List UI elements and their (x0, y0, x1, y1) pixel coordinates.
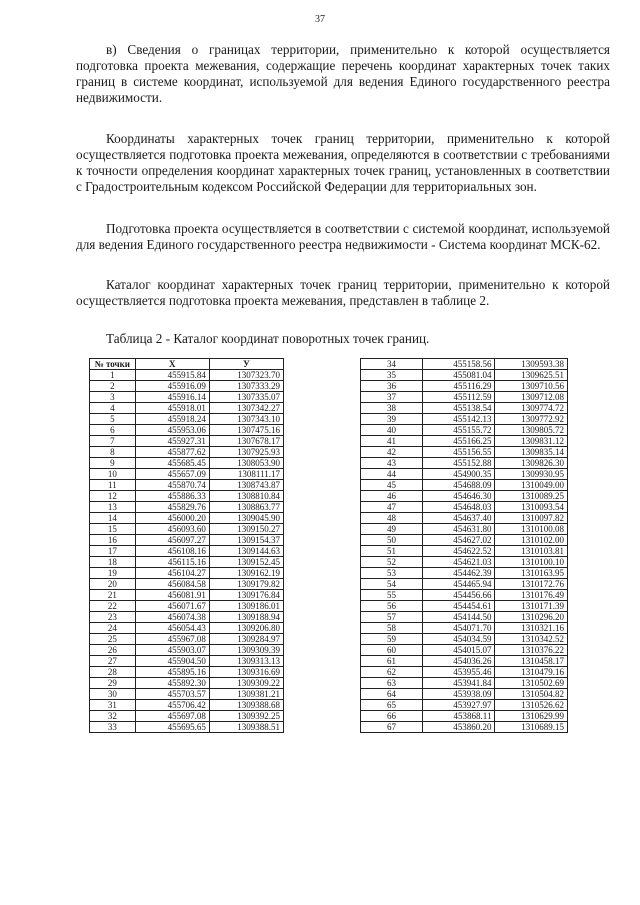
y-coordinate-cell: 1310100.10 (495, 557, 568, 568)
x-coordinate-cell: 455155.72 (423, 425, 495, 436)
x-coordinate-cell: 455081.04 (423, 370, 495, 381)
point-number-cell: 55 (361, 590, 423, 601)
point-number-cell: 7 (90, 436, 136, 447)
y-coordinate-cell: 1309162.19 (209, 568, 283, 579)
point-number-cell: 65 (361, 700, 423, 711)
table-row (361, 689, 568, 700)
y-coordinate-cell: 1310171.39 (495, 601, 568, 612)
point-number-cell: 3 (90, 392, 136, 403)
table-row (361, 447, 568, 458)
header-y: У (209, 359, 283, 370)
table-row (361, 425, 568, 436)
point-number-cell: 26 (90, 645, 136, 656)
x-coordinate-cell: 455703.57 (135, 689, 209, 700)
x-coordinate-cell: 455892.30 (135, 678, 209, 689)
y-coordinate-cell: 1309284.97 (209, 634, 283, 645)
y-coordinate-cell: 1310342.52 (495, 634, 568, 645)
table-row (361, 634, 568, 645)
point-number-cell: 53 (361, 568, 423, 579)
point-number-cell: 17 (90, 546, 136, 557)
table-row (361, 667, 568, 678)
table-row (361, 469, 568, 480)
x-coordinate-cell: 454900.35 (423, 469, 495, 480)
point-number-cell: 46 (361, 491, 423, 502)
point-number-cell: 23 (90, 612, 136, 623)
table-row (90, 590, 284, 601)
header-x: X (135, 359, 209, 370)
table-row (361, 381, 568, 392)
y-coordinate-cell: 1310504.82 (495, 689, 568, 700)
table-row (361, 403, 568, 414)
x-coordinate-cell: 455916.09 (135, 381, 209, 392)
table-row (90, 568, 284, 579)
x-coordinate-cell: 454631.80 (423, 524, 495, 535)
y-coordinate-cell: 1309176.84 (209, 590, 283, 601)
table-row (361, 458, 568, 469)
y-coordinate-cell: 1309152.45 (209, 557, 283, 568)
table-row (90, 678, 284, 689)
paragraph-4 (76, 277, 610, 309)
x-coordinate-cell: 454071.70 (423, 623, 495, 634)
x-coordinate-cell: 453955.46 (423, 667, 495, 678)
x-coordinate-cell: 455706.42 (135, 700, 209, 711)
y-coordinate-cell: 1310100.08 (495, 524, 568, 535)
table-row (90, 414, 284, 425)
point-number-cell: 63 (361, 678, 423, 689)
point-number-cell: 44 (361, 469, 423, 480)
table-row (90, 425, 284, 436)
point-number-cell: 35 (361, 370, 423, 381)
x-coordinate-cell: 455829.76 (135, 502, 209, 513)
point-number-cell: 32 (90, 711, 136, 722)
point-number-cell: 57 (361, 612, 423, 623)
point-number-cell: 59 (361, 634, 423, 645)
x-coordinate-cell: 454688.09 (423, 480, 495, 491)
table-row (361, 480, 568, 491)
point-number-cell: 61 (361, 656, 423, 667)
paragraph-4-text: Каталог координат характерных точек границ территории, применительно к которой осуществляется подготовка проекта межевания, представлен в таблице 2. (76, 277, 610, 308)
x-coordinate-cell: 456093.60 (135, 524, 209, 535)
table-row (361, 579, 568, 590)
point-number-cell: 31 (90, 700, 136, 711)
x-coordinate-cell: 455156.55 (423, 447, 495, 458)
point-number-cell: 2 (90, 381, 136, 392)
table-row (361, 711, 568, 722)
table-row (90, 469, 284, 480)
point-number-cell: 38 (361, 403, 423, 414)
table-row (361, 524, 568, 535)
table-row (361, 491, 568, 502)
y-coordinate-cell: 1309150.27 (209, 524, 283, 535)
paragraph-3-text: Подготовка проекта осуществляется в соответствии с системой координат, используемой для ведения Единого государственного реестра недвижимости - Система координат МСК-62. (76, 221, 610, 252)
table-row (90, 513, 284, 524)
x-coordinate-cell: 456084.58 (135, 579, 209, 590)
table-row (90, 370, 284, 381)
y-coordinate-cell: 1309712.08 (495, 392, 568, 403)
x-coordinate-cell: 456000.20 (135, 513, 209, 524)
x-coordinate-cell: 456097.27 (135, 535, 209, 546)
x-coordinate-cell: 455916.14 (135, 392, 209, 403)
x-coordinate-cell: 453941.84 (423, 678, 495, 689)
point-number-cell: 51 (361, 546, 423, 557)
page-number: 37 (315, 14, 325, 25)
point-number-cell: 24 (90, 623, 136, 634)
x-coordinate-cell: 455927.31 (135, 436, 209, 447)
y-coordinate-cell: 1309710.56 (495, 381, 568, 392)
table-row (361, 370, 568, 381)
table-row (90, 535, 284, 546)
point-number-cell: 29 (90, 678, 136, 689)
x-coordinate-cell: 454456.66 (423, 590, 495, 601)
x-coordinate-cell: 455152.88 (423, 458, 495, 469)
point-number-cell: 14 (90, 513, 136, 524)
point-number-cell: 19 (90, 568, 136, 579)
point-number-cell: 13 (90, 502, 136, 513)
table-header-row (90, 359, 284, 370)
point-number-cell: 5 (90, 414, 136, 425)
paragraph-1-text: в) Сведения о границах территории, применительно к которой осуществляется подготовка проекта межевания, содержащие перечень координат характерных точек таких границ в системе координат, используемой для ведения Единого государственного реестра недвижимости. (76, 42, 610, 105)
x-coordinate-cell: 456115.16 (135, 557, 209, 568)
point-number-cell: 56 (361, 601, 423, 612)
x-coordinate-cell: 455953.06 (135, 425, 209, 436)
point-number-cell: 64 (361, 689, 423, 700)
x-coordinate-cell: 455166.25 (423, 436, 495, 447)
point-number-cell: 67 (361, 722, 423, 733)
point-number-cell: 12 (90, 491, 136, 502)
y-coordinate-cell: 1309186.01 (209, 601, 283, 612)
x-coordinate-cell: 454454.61 (423, 601, 495, 612)
y-coordinate-cell: 1309309.22 (209, 678, 283, 689)
point-number-cell: 60 (361, 645, 423, 656)
x-coordinate-cell: 455904.50 (135, 656, 209, 667)
point-number-cell: 8 (90, 447, 136, 458)
x-coordinate-cell: 455138.54 (423, 403, 495, 414)
y-coordinate-cell: 1310502.69 (495, 678, 568, 689)
x-coordinate-cell: 455967.08 (135, 634, 209, 645)
y-coordinate-cell: 1309179.82 (209, 579, 283, 590)
table-row (90, 436, 284, 447)
x-coordinate-cell: 455895.16 (135, 667, 209, 678)
y-coordinate-cell: 1310089.25 (495, 491, 568, 502)
table-row (90, 667, 284, 678)
y-coordinate-cell: 1309388.51 (209, 722, 283, 733)
y-coordinate-cell: 1309392.25 (209, 711, 283, 722)
y-coordinate-cell: 1308111.17 (209, 469, 283, 480)
table-row (361, 612, 568, 623)
x-coordinate-cell: 455695.65 (135, 722, 209, 733)
paragraph-1 (76, 42, 610, 106)
point-number-cell: 47 (361, 502, 423, 513)
table-row (90, 700, 284, 711)
y-coordinate-cell: 1309831.12 (495, 436, 568, 447)
y-coordinate-cell: 1309316.69 (209, 667, 283, 678)
table-row (90, 557, 284, 568)
x-coordinate-cell: 454621.03 (423, 557, 495, 568)
point-number-cell: 33 (90, 722, 136, 733)
y-coordinate-cell: 1309593.38 (495, 359, 568, 370)
x-coordinate-cell: 455158.56 (423, 359, 495, 370)
y-coordinate-cell: 1310097.82 (495, 513, 568, 524)
point-number-cell: 50 (361, 535, 423, 546)
x-coordinate-cell: 455657.09 (135, 469, 209, 480)
table-row (90, 645, 284, 656)
table-row (361, 656, 568, 667)
table-row (90, 491, 284, 502)
x-coordinate-cell: 456071.67 (135, 601, 209, 612)
table-row (361, 502, 568, 513)
y-coordinate-cell: 1309772.92 (495, 414, 568, 425)
point-number-cell: 25 (90, 634, 136, 645)
point-number-cell: 54 (361, 579, 423, 590)
point-number-cell: 21 (90, 590, 136, 601)
table-row (90, 458, 284, 469)
table-row (90, 502, 284, 513)
table-row (361, 414, 568, 425)
y-coordinate-cell: 1309309.39 (209, 645, 283, 656)
y-coordinate-cell: 1309826.30 (495, 458, 568, 469)
y-coordinate-cell: 1307343.10 (209, 414, 283, 425)
x-coordinate-cell: 454465.94 (423, 579, 495, 590)
point-number-cell: 4 (90, 403, 136, 414)
table-row (361, 700, 568, 711)
y-coordinate-cell: 1310176.49 (495, 590, 568, 601)
point-number-cell: 66 (361, 711, 423, 722)
point-number-cell: 34 (361, 359, 423, 370)
y-coordinate-cell: 1310049.00 (495, 480, 568, 491)
x-coordinate-cell: 456104.27 (135, 568, 209, 579)
x-coordinate-cell: 455915.84 (135, 370, 209, 381)
point-number-cell: 22 (90, 601, 136, 612)
table-row (90, 392, 284, 403)
y-coordinate-cell: 1309625.51 (495, 370, 568, 381)
y-coordinate-cell: 1309206.80 (209, 623, 283, 634)
point-number-cell: 39 (361, 414, 423, 425)
x-coordinate-cell: 455886.33 (135, 491, 209, 502)
point-number-cell: 52 (361, 557, 423, 568)
table-row (90, 403, 284, 414)
table-row (90, 634, 284, 645)
table-row (361, 722, 568, 733)
y-coordinate-cell: 1310102.00 (495, 535, 568, 546)
y-coordinate-cell: 1310376.22 (495, 645, 568, 656)
table-row (90, 689, 284, 700)
y-coordinate-cell: 1310163.95 (495, 568, 568, 579)
point-number-cell: 41 (361, 436, 423, 447)
y-coordinate-cell: 1307678.17 (209, 436, 283, 447)
point-number-cell: 36 (361, 381, 423, 392)
x-coordinate-cell: 454462.39 (423, 568, 495, 579)
point-number-cell: 43 (361, 458, 423, 469)
table-row (90, 447, 284, 458)
x-coordinate-cell: 455903.07 (135, 645, 209, 656)
point-number-cell: 45 (361, 480, 423, 491)
table-row (361, 392, 568, 403)
x-coordinate-cell: 455685.45 (135, 458, 209, 469)
x-coordinate-cell: 455116.29 (423, 381, 495, 392)
point-number-cell: 10 (90, 469, 136, 480)
point-number-cell: 20 (90, 579, 136, 590)
table-row (361, 623, 568, 634)
point-number-cell: 28 (90, 667, 136, 678)
x-coordinate-cell: 454015.07 (423, 645, 495, 656)
table-row (90, 480, 284, 491)
y-coordinate-cell: 1309313.13 (209, 656, 283, 667)
table-row (361, 645, 568, 656)
x-coordinate-cell: 454036.26 (423, 656, 495, 667)
point-number-cell: 30 (90, 689, 136, 700)
table-row (90, 722, 284, 733)
x-coordinate-cell: 454637.40 (423, 513, 495, 524)
point-number-cell: 58 (361, 623, 423, 634)
point-number-cell: 18 (90, 557, 136, 568)
y-coordinate-cell: 1309381.21 (209, 689, 283, 700)
x-coordinate-cell: 453927.97 (423, 700, 495, 711)
x-coordinate-cell: 455918.24 (135, 414, 209, 425)
paragraph-2 (76, 131, 610, 195)
point-number-cell: 15 (90, 524, 136, 535)
point-number-cell: 37 (361, 392, 423, 403)
y-coordinate-cell: 1309805.72 (495, 425, 568, 436)
table-row (90, 546, 284, 557)
table-row (90, 381, 284, 392)
y-coordinate-cell: 1309188.94 (209, 612, 283, 623)
table-row (361, 535, 568, 546)
y-coordinate-cell: 1309045.90 (209, 513, 283, 524)
header-point-number: № точки (90, 359, 136, 370)
y-coordinate-cell: 1310689.15 (495, 722, 568, 733)
x-coordinate-cell: 454622.52 (423, 546, 495, 557)
table-row (361, 601, 568, 612)
x-coordinate-cell: 455918.01 (135, 403, 209, 414)
y-coordinate-cell: 1307342.27 (209, 403, 283, 414)
x-coordinate-cell: 454646.30 (423, 491, 495, 502)
table-row (90, 623, 284, 634)
point-number-cell: 49 (361, 524, 423, 535)
point-number-cell: 6 (90, 425, 136, 436)
x-coordinate-cell: 453860.20 (423, 722, 495, 733)
x-coordinate-cell: 455697.08 (135, 711, 209, 722)
x-coordinate-cell: 456081.91 (135, 590, 209, 601)
y-coordinate-cell: 1310479.16 (495, 667, 568, 678)
y-coordinate-cell: 1307335.07 (209, 392, 283, 403)
table-row (361, 546, 568, 557)
y-coordinate-cell: 1309835.14 (495, 447, 568, 458)
table-row (361, 557, 568, 568)
paragraph-2-text: Координаты характерных точек границ территории, применительно к которой осуществляется подготовка проекта межевания, определяются в соответствии с требованиями к точности определения координат характерных точек границ, установленных в соответствии с Градостроительным кодексом Российской Федерации для территориальных зон. (76, 131, 610, 194)
x-coordinate-cell: 454034.59 (423, 634, 495, 645)
y-coordinate-cell: 1308743.87 (209, 480, 283, 491)
y-coordinate-cell: 1310172.76 (495, 579, 568, 590)
y-coordinate-cell: 1309774.72 (495, 403, 568, 414)
table-row (361, 678, 568, 689)
y-coordinate-cell: 1309388.68 (209, 700, 283, 711)
y-coordinate-cell: 1307475.16 (209, 425, 283, 436)
table-row (361, 513, 568, 524)
y-coordinate-cell: 1309154.37 (209, 535, 283, 546)
y-coordinate-cell: 1310526.62 (495, 700, 568, 711)
point-number-cell: 48 (361, 513, 423, 524)
table-row (90, 656, 284, 667)
coordinates-table-right (360, 358, 568, 733)
y-coordinate-cell: 1307333.29 (209, 381, 283, 392)
y-coordinate-cell: 1310458.17 (495, 656, 568, 667)
table-row (361, 436, 568, 447)
point-number-cell: 1 (90, 370, 136, 381)
y-coordinate-cell: 1310093.54 (495, 502, 568, 513)
y-coordinate-cell: 1308053.90 (209, 458, 283, 469)
table-row (361, 590, 568, 601)
table-row (361, 359, 568, 370)
x-coordinate-cell: 455112.59 (423, 392, 495, 403)
paragraph-3 (76, 221, 610, 253)
table-row (90, 579, 284, 590)
point-number-cell: 62 (361, 667, 423, 678)
y-coordinate-cell: 1310629.99 (495, 711, 568, 722)
y-coordinate-cell: 1310296.20 (495, 612, 568, 623)
table-caption: Таблица 2 - Каталог координат поворотных точек границ. (106, 331, 430, 346)
x-coordinate-cell: 455870.74 (135, 480, 209, 491)
y-coordinate-cell: 1310103.81 (495, 546, 568, 557)
x-coordinate-cell: 453938.09 (423, 689, 495, 700)
y-coordinate-cell: 1310321.16 (495, 623, 568, 634)
x-coordinate-cell: 453868.11 (423, 711, 495, 722)
table-row (90, 601, 284, 612)
y-coordinate-cell: 1307323.70 (209, 370, 283, 381)
table-row (90, 711, 284, 722)
y-coordinate-cell: 1308810.84 (209, 491, 283, 502)
y-coordinate-cell: 1307925.93 (209, 447, 283, 458)
table-row (90, 612, 284, 623)
y-coordinate-cell: 1308863.77 (209, 502, 283, 513)
y-coordinate-cell: 1309144.63 (209, 546, 283, 557)
point-number-cell: 9 (90, 458, 136, 469)
point-number-cell: 16 (90, 535, 136, 546)
point-number-cell: 11 (90, 480, 136, 491)
x-coordinate-cell: 456074.38 (135, 612, 209, 623)
x-coordinate-cell: 454648.03 (423, 502, 495, 513)
point-number-cell: 27 (90, 656, 136, 667)
point-number-cell: 40 (361, 425, 423, 436)
x-coordinate-cell: 455877.62 (135, 447, 209, 458)
x-coordinate-cell: 456108.16 (135, 546, 209, 557)
x-coordinate-cell: 454627.02 (423, 535, 495, 546)
point-number-cell: 42 (361, 447, 423, 458)
table-row (90, 524, 284, 535)
x-coordinate-cell: 454144.50 (423, 612, 495, 623)
x-coordinate-cell: 456054.43 (135, 623, 209, 634)
table-row (361, 568, 568, 579)
x-coordinate-cell: 455142.13 (423, 414, 495, 425)
y-coordinate-cell: 1309930.95 (495, 469, 568, 480)
coordinates-table-left (89, 358, 284, 733)
